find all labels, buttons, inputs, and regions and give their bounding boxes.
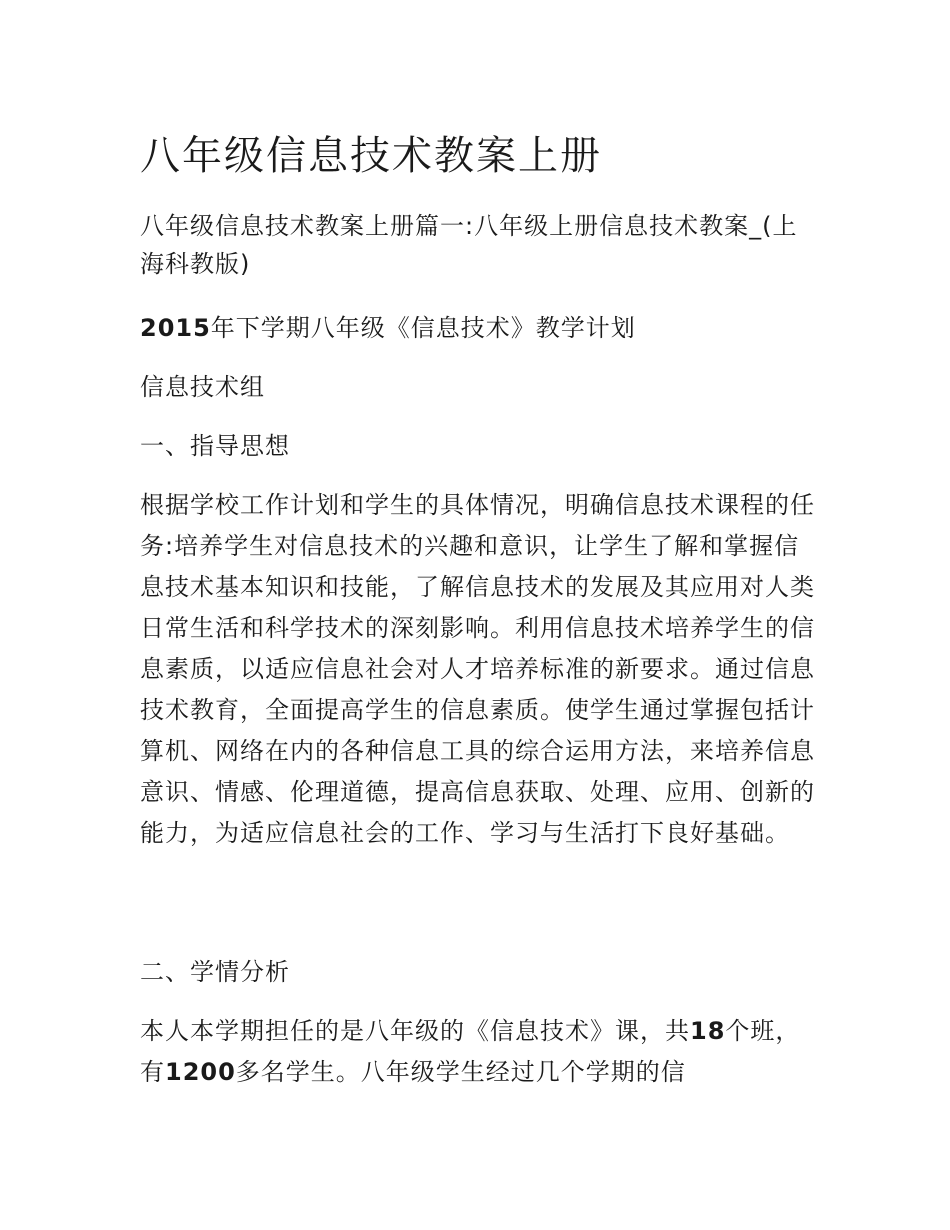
document-subtitle: 八年级信息技术教案上册篇一:八年级上册信息技术教案_(上海科教版) <box>140 212 798 278</box>
plan-year: 2015 <box>140 314 211 342</box>
body-text-b: 个班，有 <box>140 1017 801 1086</box>
section-body-student-analysis <box>140 1011 820 1093</box>
section-body-guiding-thought: 根据学校工作计划和学生的具体情况，明确信息技术课程的任务:培养学生对信息技术的兴趣和意识，让学生了解和掌握信息技术基本知识和技能，了解信息技术的发展及其应用对人类日常生活和科学技术的深刻影响。利用信息技术培养学生的信息素质，以适应信息社会对人才培养标准的新要求。通过信息技术教育，全面提高学生的信息素质。使学生通过掌握包括计算机、网络在内的各种信息工具的综合运用方法，来培养信息意识、情感、伦理道德，提高信息获取、处理、应用、创新的能力，为适应信息社会的工作、学习与生活打下良好基础。 <box>140 491 815 847</box>
body-text-c: 多名学生。八年级学生经过几个学期的信 <box>235 1058 686 1086</box>
section-heading-guiding-thought: 一、指导思想 <box>140 432 290 460</box>
class-count: 18 <box>690 1017 726 1045</box>
group-name: 信息技术组 <box>140 373 265 401</box>
plan-text: 年下学期八年级《信息技术》教学计划 <box>210 314 636 342</box>
body-text-a: 本人本学期担任的是八年级的《信息技术》课，共 <box>140 1017 690 1045</box>
student-count: 1200 <box>165 1058 236 1086</box>
teaching-plan-heading <box>140 308 820 349</box>
document-title: 八年级信息技术教案上册 <box>140 133 602 179</box>
section-heading-student-analysis: 二、学情分析 <box>140 958 290 986</box>
